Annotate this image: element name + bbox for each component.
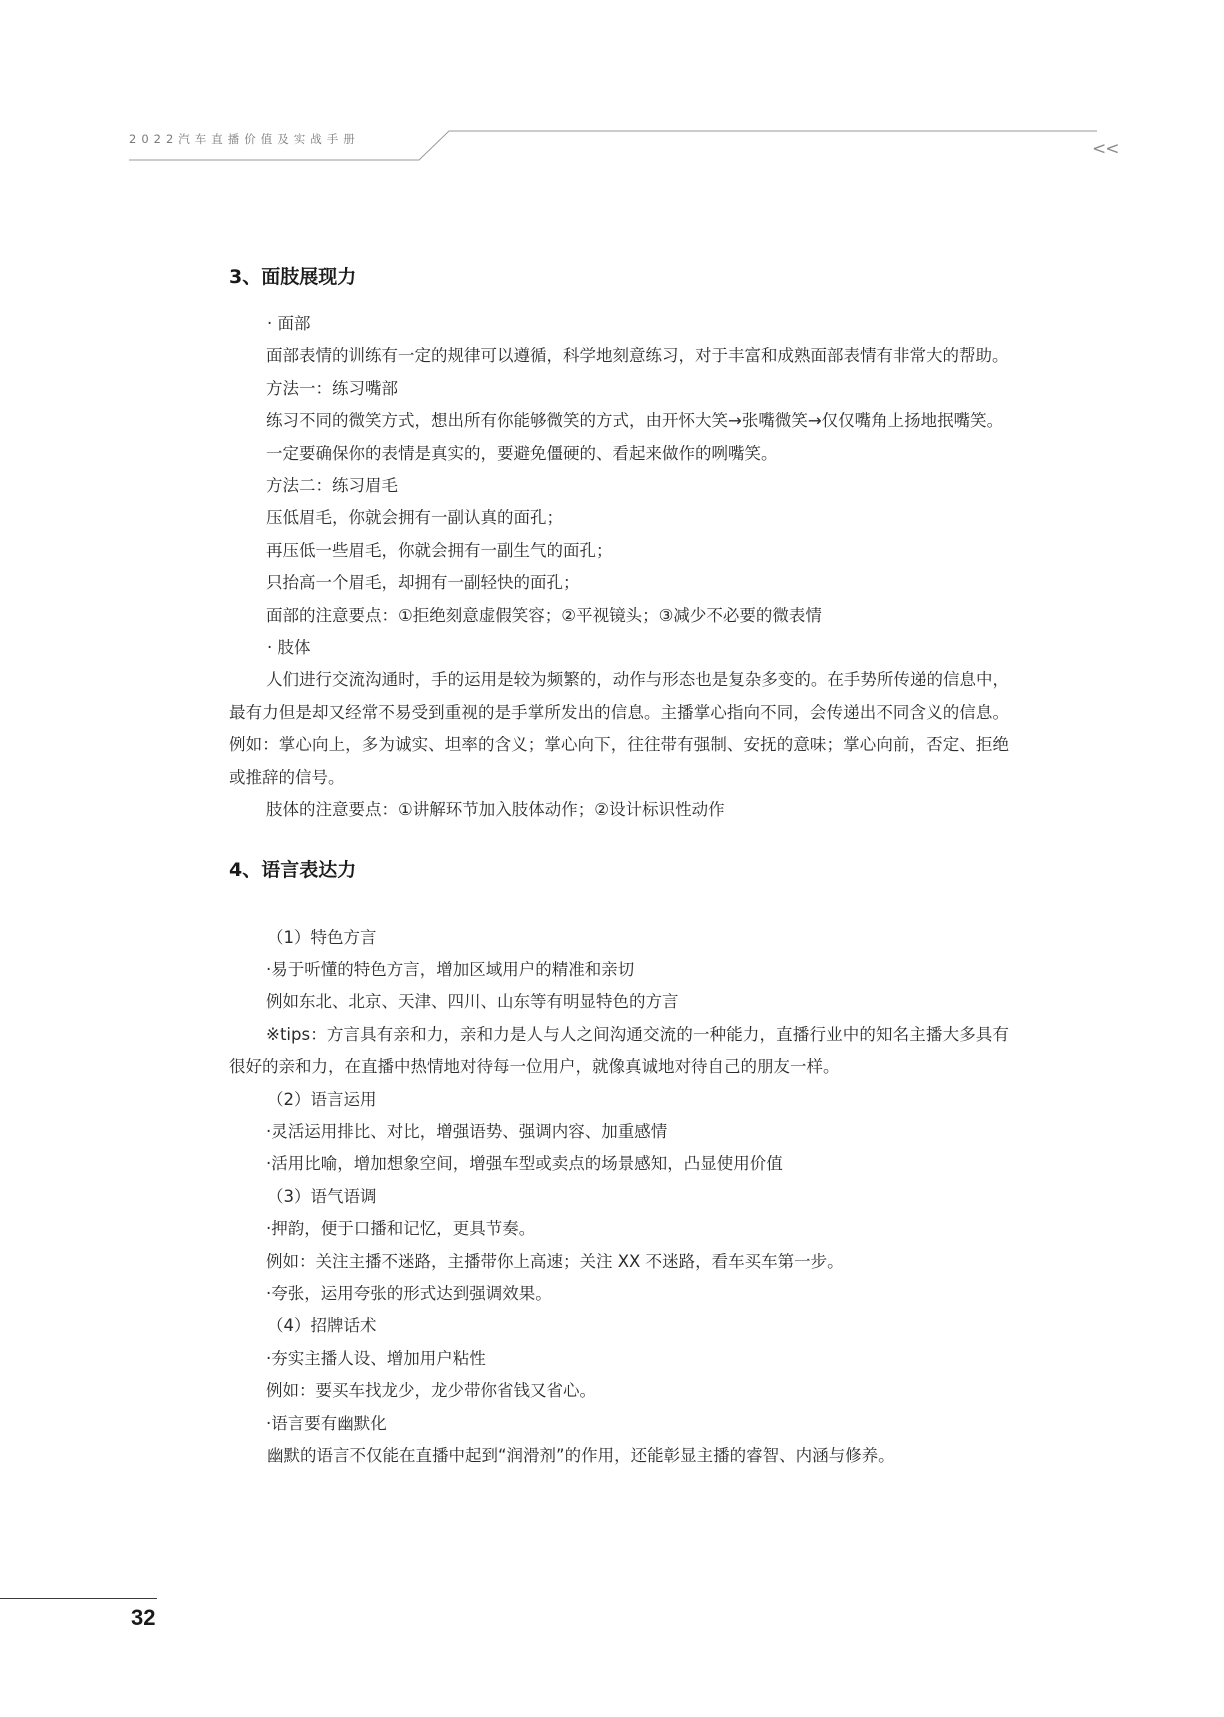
tips-paragraph: ※tips：方言具有亲和力，亲和力是人与人之间沟通交流的一种能力，直播行业中的知名主播大多具有很好的亲和力，在直播中热情地对待每一位用户，就像真诚地对待自己的朋友一样。: [229, 1024, 1009, 1077]
list-item: ·易于听懂的特色方言，增加区域用户的精准和亲切: [266, 959, 635, 979]
subheading: （3）语气语调: [267, 1186, 377, 1206]
paragraph: 幽默的语言不仅能在直播中起到“润滑剂”的作用，还能彰显主播的睿智、内涵与修养。: [267, 1446, 895, 1465]
section-heading-4: 4、语言表达力: [229, 858, 357, 881]
list-item: ·夯实主播人设、增加用户粘性: [266, 1348, 486, 1368]
page-body: [229, 262, 1009, 1472]
subheading: （4）招牌话术: [267, 1316, 377, 1336]
paragraph: 练习不同的微笑方式，想出所有你能够微笑的方式，由开怀大笑→张嘴微笑→仅仅嘴角上扬地抿嘴笑。: [266, 411, 1004, 431]
paragraph: 面部表情的训练有一定的规律可以遵循，科学地刻意练习，对于丰富和成熟面部表情有非常大的帮助。: [266, 346, 1009, 366]
paragraph: 例如东北、北京、天津、四川、山东等有明显特色的方言: [266, 992, 679, 1012]
body-bullet: · 肢体: [267, 638, 311, 658]
paragraph: 肢体的注意要点：①讲解环节加入肢体动作；②设计标识性动作: [266, 800, 725, 820]
footer-divider: [0, 1598, 157, 1599]
list-item: ·押韵，便于口播和记忆，更具节奏。: [266, 1219, 536, 1239]
paragraph: 一定要确保你的表情是真实的，要避免僵硬的、看起来做作的咧嘴笑。: [266, 443, 778, 463]
header-divider: [0, 0, 1224, 180]
list-item: ·灵活运用排比、对比，增强语势、强调内容、加重感情: [266, 1121, 668, 1141]
paragraph: 压低眉毛，你就会拥有一副认真的面孔；: [266, 508, 563, 528]
page-number: 32: [131, 1605, 156, 1630]
paragraph: 方法一：练习嘴部: [266, 378, 398, 398]
paragraph: 方法二：练习眉毛: [266, 476, 398, 496]
paragraph: 例如：关注主播不迷路，主播带你上高速；关注 XX 不迷路，看车买车第一步。: [266, 1251, 844, 1271]
paragraph: 人们进行交流沟通时，手的运用是较为频繁的，动作与形态也是复杂多变的。在手势所传递的信息中，最有力但是却又经常不易受到重视的是手掌所发出的信息。主播掌心指向不同，会传递出不同含义的信息。例如：掌心向上，多为诚实、坦率的含义；掌心向下，往往带有强制、安抚的意味；掌心向前，否定、拒绝或推辞的信号。: [229, 670, 1009, 787]
paragraph: 只抬高一个眉毛，却拥有一副轻快的面孔；: [266, 573, 580, 593]
paragraph: 例如：要买车找龙少，龙少带你省钱又省心。: [266, 1381, 596, 1401]
section-heading-3: 3、面肢展现力: [229, 266, 357, 288]
paragraph: 面部的注意要点：①拒绝刻意虚假笑容；②平视镜头；③减少不必要的微表情: [266, 605, 822, 625]
subheading: （2）语言运用: [267, 1089, 377, 1109]
subheading: （1）特色方言: [267, 927, 377, 947]
paragraph: 再压低一些眉毛，你就会拥有一副生气的面孔；: [266, 540, 613, 560]
list-item: ·活用比喻，增加想象空间，增强车型或卖点的场景感知，凸显使用价值: [266, 1154, 783, 1174]
face-bullet: · 面部: [267, 314, 311, 333]
double-chevron-left-icon: <<: [1092, 139, 1119, 159]
header-title: 2022汽车直播价值及实战手册: [129, 132, 360, 146]
list-item: ·夸张，运用夸张的形式达到强调效果。: [266, 1283, 552, 1303]
list-item: ·语言要有幽默化: [266, 1413, 387, 1433]
